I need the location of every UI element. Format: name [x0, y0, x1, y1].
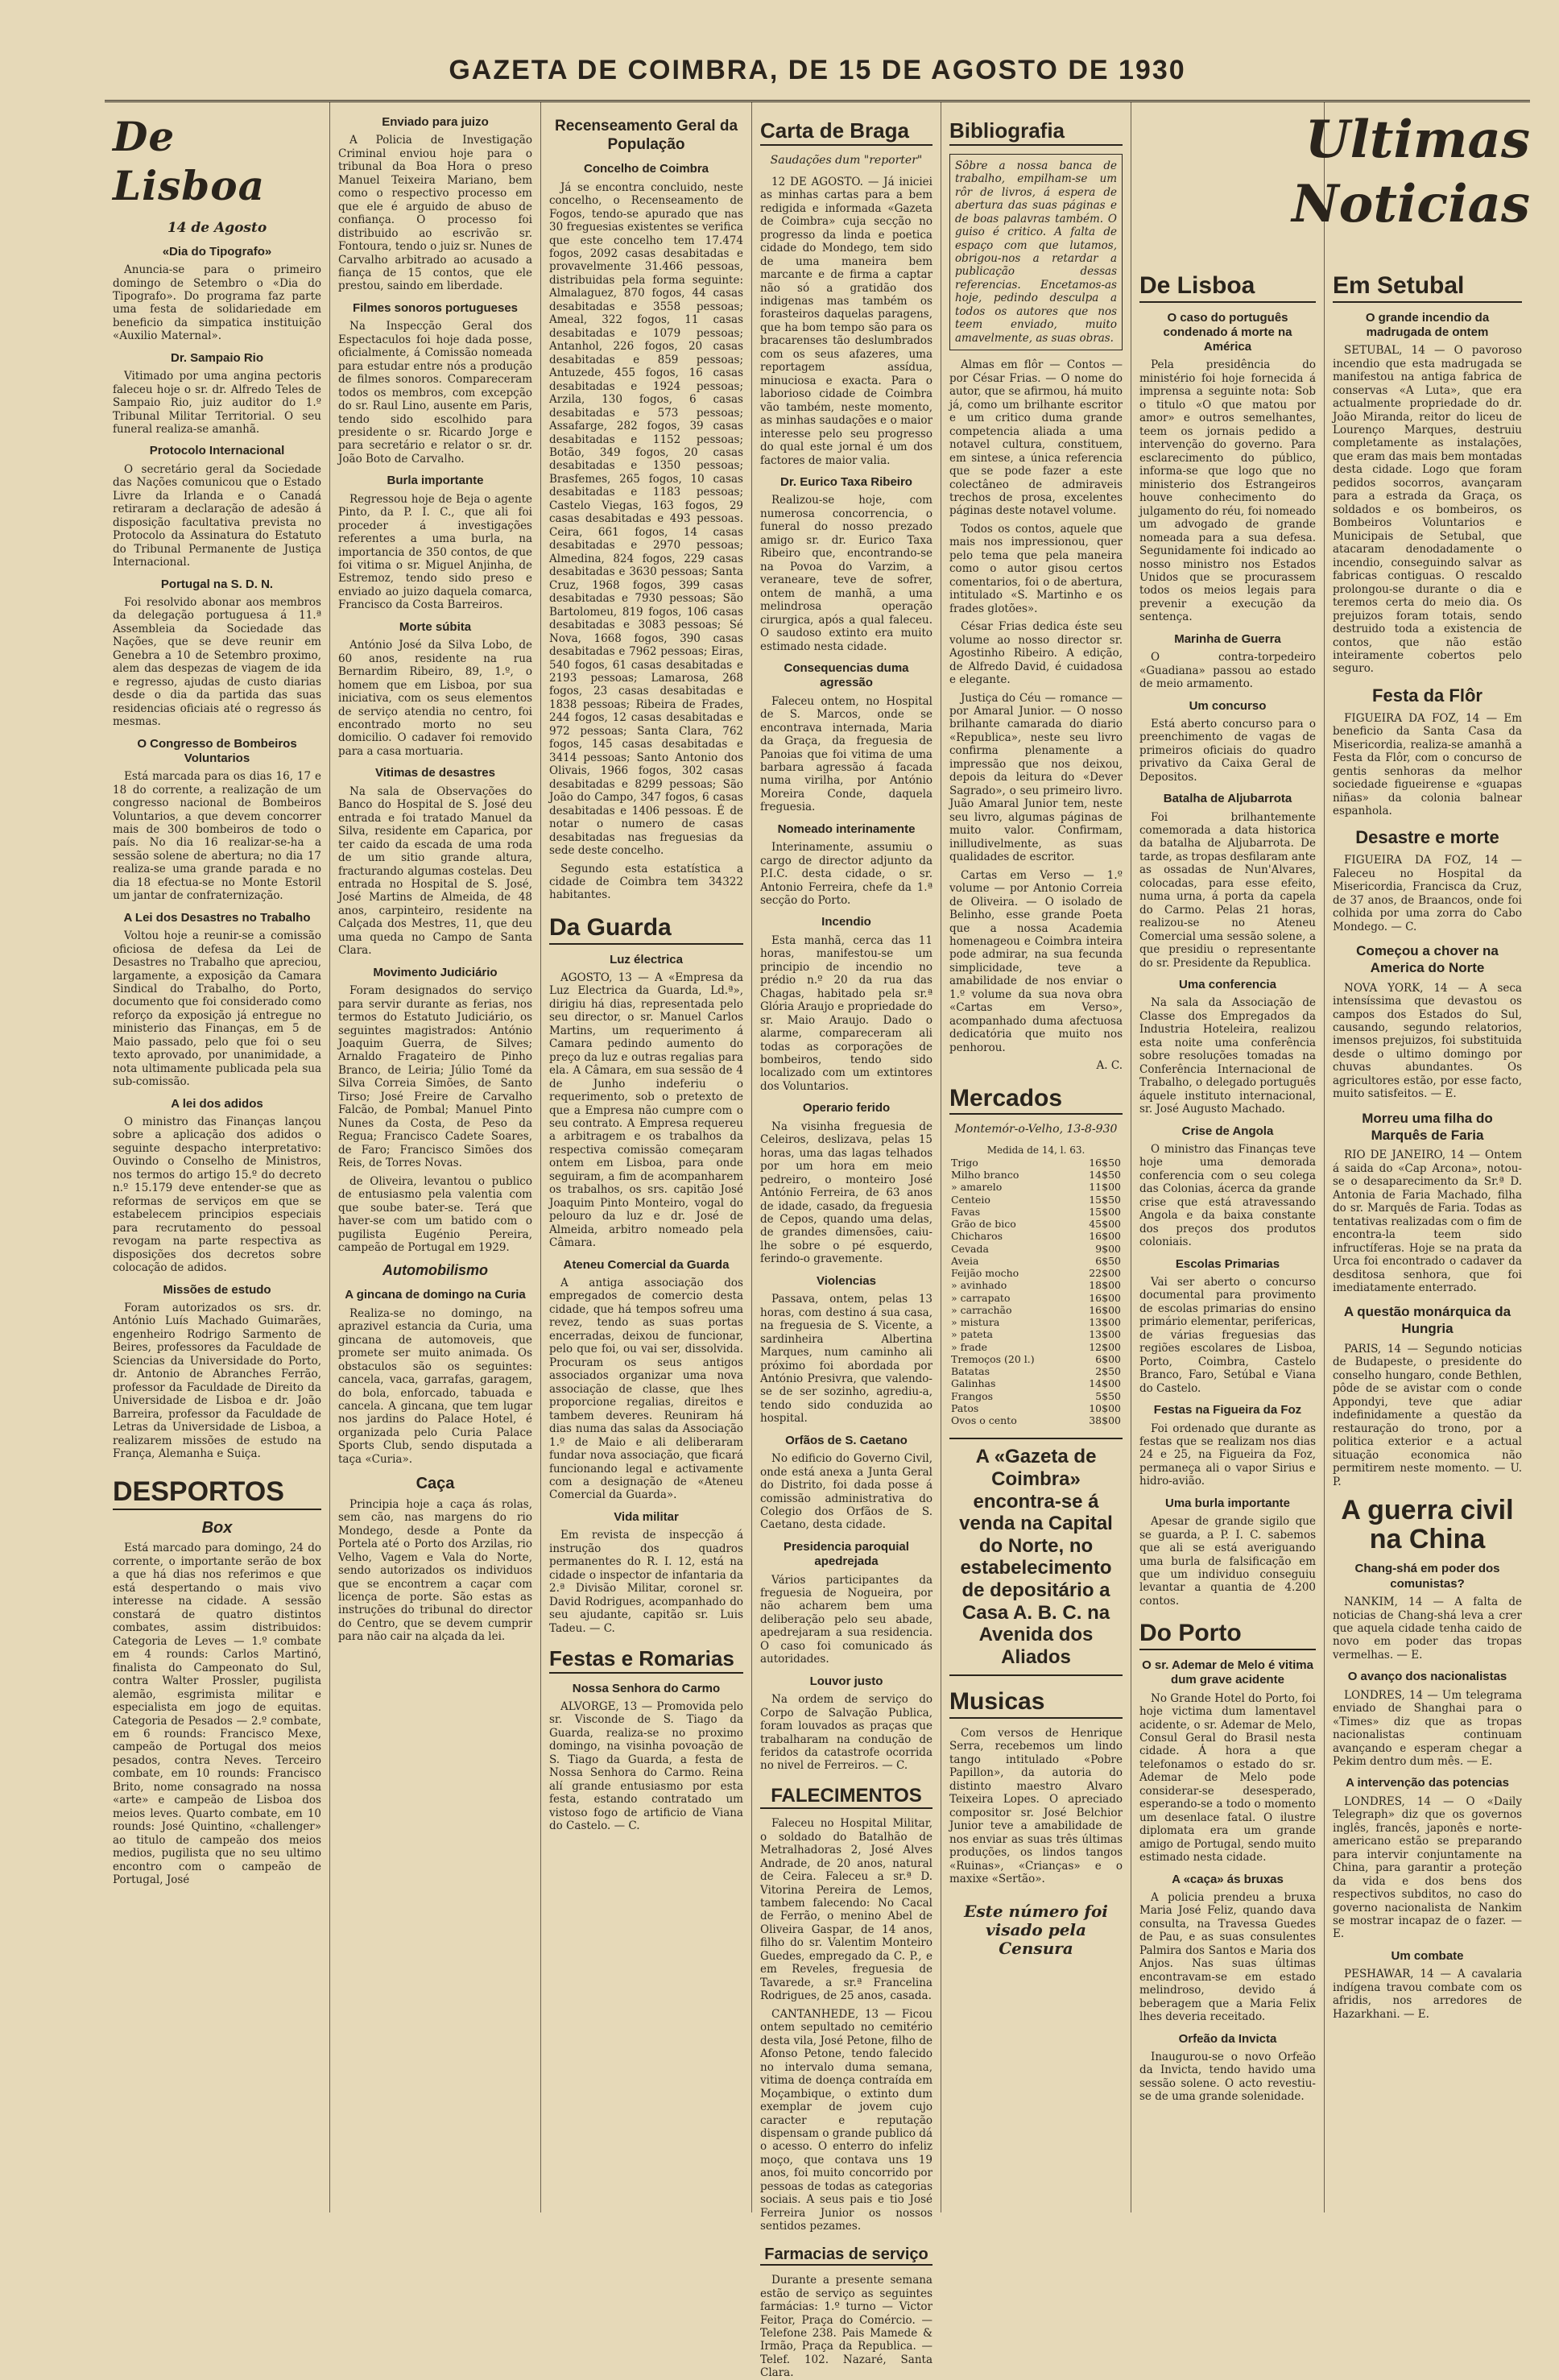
lisboa2-item-text: Está aberto concurso para o preenchimento de vagas de primeiros oficiais do quadro privativo da Caixa Geral de Depositos.	[1139, 717, 1316, 784]
section-title-porto: Do Porto	[1139, 1619, 1316, 1650]
braga-item-text: No edificio do Governo Civil, onde está anexa a Junta Geral do Distrito, foi dada posse á comissão administrativa do Colegio dos Orfãos de S. Caetano, desta cidade.	[760, 1452, 933, 1532]
braga-item-text: Na ordem de serviço do Corpo de Salvação Publica, foram louvados as praças que trabalharam na condução de feridos da catastrofe ocorrida no nivel de Ferreiros. — C.	[760, 1693, 933, 1773]
braga-item-heading: Louvor justo	[809, 1674, 883, 1688]
lisboa-item-text: O secretário geral da Sociedade das Nações comunicou que o Estado Livre da Irlanda e o Canadá retiraram a declaração de adesão á disposição facultativa prevista no Protocolo da Assinatura do Estatuto do Tribunal Permanente de Justiça Internacional.	[113, 462, 321, 569]
lisboa2-item-text: Foi ordenado que durante as festas que se realizam nos dias 24 e 25, na Figueira da Foz, permaneça ali o vapor Sirius e hidro-avião.	[1139, 1422, 1316, 1488]
mercados-product: » carrapato	[951, 1291, 1011, 1304]
lisboa-item-text: Foram designados do serviço para servir durante as ferias, nos termos do Estatuto Judiciário, os seguintes magistrados: António Joaquim Guerra, de Silves; Arnaldo Fragateiro de Pinho Branco, de Leiria; Júlio Tomé da Silva Correia Simões, de Santo Tirso; José Freire de Carvalho Falcão, de Pombal; Manuel Pinto Nunes da Costa, de Peso da Regua; Francisco Cadete Soares, de Faro; Francisco Simões dos Reis, de Torres Novas.	[338, 984, 532, 1170]
lisboa2-item-heading: Escolas Primarias	[1175, 1256, 1280, 1271]
mercados-row	[949, 1328, 1123, 1340]
recenseamento-sub: Concelho de Coimbra	[583, 162, 709, 176]
mercados-row	[949, 1206, 1123, 1218]
mercados-price: 14$50	[1089, 1169, 1121, 1182]
china-item-text: LONDRES, 14 — Um telegrama enviado de Shanghai para o «Times» diz que as tropas nacionalistas continuam avançando e esperam chegar a Pekim dentro dum mês. — E.	[1333, 1688, 1522, 1769]
mercados-price: 16$50	[1089, 1156, 1121, 1169]
mercados-row	[949, 1365, 1123, 1377]
guarda-text: AGOSTO, 13 — A «Empresa da Luz Electrica da Guarda, Ld.ª», dirigiu há dias, representada pelo seu director, o sr. Manuel Carlos Martins, um requerimento á Camara pedindo aumento do preço da luz e outras regalias para ela. A Câmara, em sua sessão de 4 de Junho indeferiu o requerimento, sob o pretexto de que a Empresa não cumpre com o seu contrato. A Empresa requereu a arbitragem e os trabalhos da respectiva comissão começaram ontem em Lisboa, para onde seguiram, a fim de acompanharem os trabalhos, os srs. capitão José Joaquim Pinto Monteiro, vogal do pelouro da luz e dr. José de Almeida, arbitro nomeado pela Câmara.	[549, 971, 743, 1250]
recenseamento-text: Já se encontra concluido, neste concelho, o Recenseamento de Fogos, tendo-se apurado que nas 30 freguesias existentes se verifica que este concelho tem 17.474 fogos, 2092 casas desabitadas e provavelmente 31.466 pessoas, distribuidas pela forma seguinte: Almalaguez, 870 fogos, 44 casas desabitadas e 3558 pessoas; Ameal, 322 fogos, 11 casas desabitadas e 1079 pessoas; Antanhol, 226 fogos, 20 casas desabitadas e 859 pessoas; Antuzede, 455 fogos, 16 casas desabitadas e 1924 pessoas; Arzila, 130 fogos, 6 casas desabitadas e 573 pessoas; Assafarge, 282 fogos, 39 casas desabitadas e 1152 pessoas; Botão, 349 fogos, 20 casas desabitadas e 1350 pessoas; Brasfemes, 265 fogos, 10 casas desabitadas e 1183 pessoas; Castelo Viegas, 163 fogos, 29 casas desabitadas e 493 pessoas. Ceira, 661 fogos, 14 casas desabitadas e 2970 pessoas; Almedina, 824 fogos, 229 casas desabitadas e 3630 pessoas; Santa Cruz, 1968 fogos, 399 casas desabitadas e 7930 pessoas; São Bartolomeu, 819 fogos, 106 casas desabitadas e 3083 pessoas; Sé Nova, 1668 fogos, 390 casas desabitadas e 7962 pessoas; Eiras, 540 fogos, 61 casas desabitadas e 2193 pessoas; Lamarosa, 268 fogos, 23 casas desabitadas e 1838 pessoas; Ribeira de Frades, 244 fogos, 12 casas desabitadas e 972 pessoas; Santa Clara, 762 fogos, 145 casas desabitadas e 3414 pessoas; Santo Antonio dos Olivais, 1966 fogos, 302 casas desabitadas e 8299 pessoas; São João do Campo, 347 fogos, 6 casas desabitadas e 1406 pessoas. É de notar o numero de casas desabitadas nas freguesias da sede deste concelho.	[549, 180, 743, 858]
festas-sub: Nossa Senhora do Carmo	[572, 1681, 721, 1695]
gazeta-ad: A «Gazeta de Coimbra» encontra-se á venda na Capital do Norte, no estabelecimento de depositário a Casa A. B. C. na Avenida dos Aliados	[949, 1438, 1123, 1676]
column-5	[941, 102, 1131, 2212]
lisboa2-item-heading: O caso do português condenado á morte na América	[1163, 310, 1292, 354]
lisboa2-item-heading: Festas na Figueira da Foz	[1153, 1403, 1302, 1418]
braga-item-text: Esta manhã, cerca das 11 horas, manifestou-se um principio de incendio no prédio n.º 20 da rua das Chagas, habitado pela sr.ª Glória Araujo e propriedade do sr. Maio Araujo. Dado o alarme, compareceram ali todas as corporações de bombeiros, tendo sido localizado com um extintores dos Voluntarios.	[760, 933, 933, 1093]
mercados-product: Milho branco	[951, 1169, 1019, 1182]
flor-title: Festa da Flôr	[1372, 685, 1482, 706]
desastre-title: Desastre e morte	[1355, 827, 1499, 848]
lisboa2-item-text: Apesar de grande sigilo que se guarda, a P. I. C. sabemos que ali se está averiguando uma burla de falsificação em que um individuo conseguiu levantar a quantia de 4.200 contos.	[1139, 1515, 1316, 1608]
box-text: Está marcado para domingo, 24 do corrente, o importante serão de box a que há dias nos referimos e que está despertando o mais vivo interesse na cidade. A sessão constará de quatro distintos combates, assim distribuidos: Categoria de Leves — 1.º combate em 4 rounds: Carlos Martinó, finalista do Campeonato do Sul, contra Walter Prossler, pugilista alemão, esgrimista militar e especialista em jogo de equitas. Categoria de Pesados — 2.º combate, em 6 rounds: Francisco Mexe, campeão de Portugal dos meios pesados, contra Neves. Terceiro combate, em 10 rounds: Francisco Brito, nome consagrado na nossa «arte» e campeão de Lisboa dos meios leves. Quarto combate, em 10 rounds: José Quintino, «challenger» ao titulo de campeão dos meios medios, pugilista que no seu ultimo encontro com o campeão de Portugal, José	[113, 1542, 321, 1887]
mercados-price: 2$50	[1095, 1365, 1121, 1378]
mercados-row	[949, 1218, 1123, 1230]
mercados-row	[949, 1292, 1123, 1304]
lisboa-item-heading: «Dia do Tipografo»	[162, 244, 272, 259]
mercados-price: 45$00	[1089, 1218, 1121, 1231]
box-title: Box	[201, 1519, 233, 1538]
guarda-item-text: A antiga associação dos empregados de comercio desta cidade, que há tempos sofreu uma revez, tendo as suas portas encerradas, deixou de funcionar, pelo que foi, ou vai ser, dissolvida. Procuram os seus antigos associados organizar uma nova associação de classe, que lhes proporcione regalias, direitos e tambem deveres. Reuniram há dias numa das salas da Associação 1.º de Maio e ali deliberaram fundar nova associação, que ficará funcionando legal e activamente com a designação de «Ateneu Comercial da Guarda».	[549, 1276, 743, 1502]
braga-item-text: Vários participantes da freguesia de Nogueira, por não acharem bem uma deliberação pelo seu abade, apedrejaram a sua residencia. O caso foi comunicado ás autoridades.	[760, 1573, 933, 1666]
section-title-falecimentos: FALECIMENTOS	[760, 1784, 933, 1809]
mercados-row	[949, 1157, 1123, 1169]
mercados-price: 22$00	[1089, 1267, 1121, 1280]
lisboa-item-heading: O Congresso de Bombeiros Voluntarios	[137, 736, 297, 765]
recenseamento-title: Recenseamento Geral da População	[554, 118, 738, 154]
mercados-product: Centeio	[951, 1193, 990, 1206]
mercados-row	[949, 1279, 1123, 1291]
braga-item-heading: Orfãos de S. Caetano	[785, 1433, 908, 1447]
braga-item-text: Interinamente, assumiu o cargo de director adjunto da P.I.C. desta cidade, o sr. Antonio Ferreira, chefe da 1.ª secção do Porto.	[760, 841, 933, 908]
mercados-note: Medida de 14, l. 63.	[986, 1144, 1086, 1157]
marques-text: RIO DE JANEIRO, 14 — Ontem á saida do «Cap Arcona», notou-se o desaparecimento da Sr.ª D. Antonia de Faria Machado, filha do sr. Marquês de Faria. Todas as tentativas realizadas com o fim de encontra-la teem sido infructíferas. Hoje se na prata da Urca foi encontrado o cadaver da desditosa senhora, que foi imediatamente enterrado.	[1333, 1149, 1522, 1294]
mercados-price: 38$00	[1089, 1414, 1121, 1427]
mercados-price: 6$50	[1095, 1254, 1121, 1267]
mercados-row	[949, 1316, 1123, 1328]
mercados-product: Chicharos	[951, 1230, 1003, 1243]
mercados-price: 16$00	[1089, 1303, 1121, 1316]
lisboa2-item-text: Vai ser aberto o concurso documental para provimento de escolas primarias do ensino primário elementar, perifericas, de várias freguesias das regiões escolares de Lisboa, Porto, Coimbra, Castelo Branco, Faro, Setúbal e Viana do Castelo.	[1139, 1275, 1316, 1395]
china-text: NANKIM, 14 — A falta de noticias de Chang-shá leva a crer que aquela cidade tenha caido de novo em poder das tropas vermelhas. — E.	[1333, 1596, 1522, 1662]
lisboa-item-heading: Morte súbita	[399, 619, 472, 634]
mercados-product: » pateta	[951, 1328, 993, 1341]
lisboa2-item-heading: Um concurso	[1189, 698, 1267, 713]
mercados-price: 5$50	[1095, 1389, 1121, 1402]
automobilismo-sub: A gincana de domingo na Curia	[345, 1288, 526, 1302]
mercados-price: 10$00	[1089, 1401, 1121, 1414]
mercados-product: Batatas	[951, 1365, 990, 1378]
braga-item-heading: Nomeado interinamente	[777, 822, 916, 836]
lisboa2-item-text: O contra-torpedeiro «Guadiana» passou ao estado de meio armamento.	[1139, 651, 1316, 691]
setubal-text: SETUBAL, 14 — O pavoroso incendio que esta madrugada se manifestou na antiga fabrica de conservas «A Luta», que era actualmente propriedade do dr. João Miranda, reitor do liceu de Lourenço Marques, destruiu completamente as instalações, que eram das mais bem montadas desta cidade. Logo que foram pedidos socorros, avançaram para a estrada da Graça, os soldados e os bombeiros, os Bombeiros Voluntarios e Municipais de Setubal, que atacaram denodadamente o incendio, conseguindo salvar as fabricas contiguas. O rescaldo prolongou-se durante o dia e teremos certa do meio dia. Os prejuizos foram totais, sendo destruido toda a existencia de contos, que não estão inteiramente cobertos pelo seguro.	[1333, 344, 1522, 676]
china-title: A guerra civil na China	[1341, 1495, 1514, 1554]
orfeao-title: Orfeão da Invicta	[1178, 2031, 1277, 2046]
censura-notice: Este número foi visado pela Censura	[964, 1901, 1108, 1958]
mercados-price: 9$00	[1095, 1242, 1121, 1255]
braga-item-heading: Violencias	[817, 1273, 876, 1288]
mercados-row	[949, 1341, 1123, 1353]
lisboa-item-heading: Movimento Judiciário	[373, 965, 498, 979]
mercados-row	[949, 1169, 1123, 1181]
mercados-product: » carrachão	[951, 1303, 1012, 1316]
china-item-heading: O avanço dos nacionalistas	[1347, 1670, 1507, 1684]
braga-item-text: Realizou-se hoje, com numerosa concorrencia, o funeral do nosso prezado amigo sr. dr. Eurico Taxa Ribeiro que, encontrando-se na Povoa do Varzim, a veraneare, teve de sofrer, ontem de manhã, a uma melindrosa operação cirurgica, após a qual faleceu. O saudoso extinto era muito estimado nesta cidade.	[760, 494, 933, 653]
mercados-product: Grão de bico	[951, 1218, 1016, 1231]
section-title-festas: Festas e Romarias	[549, 1646, 743, 1674]
lisboa-item-heading: Portugal na S. D. N.	[160, 577, 274, 591]
mercados-price: 15$50	[1089, 1193, 1121, 1206]
mercados-price: 15$00	[1089, 1205, 1121, 1218]
section-title-setubal: Em Setubal	[1333, 271, 1522, 303]
mercados-row	[949, 1390, 1123, 1402]
mercados-section	[949, 1084, 1123, 1427]
bibliografia-paragraph: Almas em flôr — Contos — por César Frias. — O nome do autor, que se afirmou, há muito já, como um brilhante escritor e um critico duma grande competencia aliada a uma notavel cultura, constituem, em sintese, a única referencia que se pode fazer a este colectâneo de admiraveis trechos de prosa, excelentes páginas deste notavel volume.	[949, 358, 1123, 518]
china-sub: Chang-shá em poder dos comunistas?	[1354, 1562, 1500, 1591]
lisboa-item-heading: Enviado para juizo	[382, 115, 489, 129]
lisboa2-item-text: Na sala da Associação de Classe dos Empregados da Industria Hoteleira, realizou esta noite uma conferência sobre resoluções tomadas na Conferência Internacional de Trabalho, o delegado português áquele instituto internacional, sr. José Augusto Machado.	[1139, 996, 1316, 1116]
mercados-product: Galinhas	[951, 1377, 996, 1390]
caca-title: Caça	[416, 1475, 455, 1493]
lisboa-item-text: Anuncia-se para o primeiro domingo de Setembro o «Dia do Tipografo». Do programa faz parte uma festa de solidariedade em beneficio da simpatica instituição «Auxilio Maternal».	[113, 263, 321, 343]
recenseamento-closing: Segundo esta estatística a cidade de Coimbra tem 34322 habitantes.	[549, 862, 743, 902]
section-title-guarda: Da Guarda	[549, 913, 743, 945]
flor-text: FIGUEIRA DA FOZ, 14 — Em beneficio da Santa Casa da Misericordia, realiza-se amanhã a Festa da Flôr, com o concurso de gentis senhoras da melhor sociedade figueirense e «guapas niñas» da colonia balnear espanhola.	[1333, 711, 1522, 818]
lisboa-item-text: Na sala de Observações do Banco do Hospital de S. José deu entrada e foi tratado Manuel da Silva, residente em Caparica, por ter caido da escada de uma roda de um sitio grande altura, fracturando algumas costelas. Deu entrada no Hospital de S. José, José Martins de Almeida, de 48 anos, carpinteiro, residente na Calçada dos Mestres, 11, que deu uma queda no Campo de Santa Clara.	[338, 784, 532, 958]
mercados-product: Frangos	[951, 1389, 994, 1402]
braga-item-heading: Operario ferido	[802, 1101, 891, 1115]
mercados-row	[949, 1243, 1123, 1255]
mercados-row	[949, 1414, 1123, 1426]
section-title-musicas: Musicas	[949, 1687, 1123, 1719]
farmacias-text: Durante a presente semana estão de serviço as seguintes farmácias: 1.º turno — Victor Feitor, Praça do Comércio. — Telefone 238. Pais Mamede & Irmão, Praça da Republica. — Telef. 102. Nazaré, Santa Clara.	[760, 2274, 933, 2380]
section-title-braga: Carta de Braga	[760, 118, 933, 146]
lisboa-item-heading: Protocolo Internacional	[149, 444, 285, 458]
marques-title: Morreu uma filha do Marquês de Faria	[1362, 1110, 1493, 1143]
braga-item-heading: Presidencia paroquial apedrejada	[784, 1539, 909, 1569]
hungria-title: A questão monárquica da Hungria	[1343, 1304, 1511, 1337]
caca-bruxas-text: A policia prendeu a bruxa Maria José Feliz, quando dava consulta, na Travessa Guedes de Pau, e as suas consulentes Palmira dos Santos e Maria dos Anjos. Nas suas últimas encontravam-se em estado melindroso, devido á beberagem que a Maria Felix lhes deveria receitado.	[1139, 1891, 1316, 2024]
mercados-row	[949, 1402, 1123, 1414]
guarda-item-heading: Vida militar	[614, 1509, 679, 1524]
column-7	[1325, 102, 1530, 2212]
braga-item-text: Faleceu ontem, no Hospital de S. Marcos, onde se encontrava internada, Maria da Graça, da freguesia de Panoias que foi vitima de uma barbara agressão á facada numa virilha, por António Moreira Conde, daquela freguesia.	[760, 694, 933, 814]
bibliografia-paragraph: Todos os contos, aquele que mais nos impressionou, quer pelo tema que pela maneira como o autor gisou certos comentarios, foi o de abertura, intitulado «S. Martinho e os frades glotões».	[949, 522, 1123, 615]
lisboa2-item-heading: Uma burla importante	[1164, 1496, 1291, 1510]
column-6	[1131, 102, 1325, 2212]
mercados-price: 11$00	[1089, 1181, 1121, 1194]
lisboa2-item-text: O ministro das Finanças teve hoje uma demorada conferencia com o seu colega das Colonias, ácerca da grande crise que está atravessando Angola e da baixa constante dos preços dos produtos coloniais.	[1139, 1142, 1316, 1249]
ultimas-noticias-heading: Ultimas Noticias	[1292, 110, 1530, 234]
china-item-heading: Um combate	[1391, 1948, 1464, 1963]
lisboa-item-text: Na Inspecção Geral dos Espectaculos foi hoje dada posse, oficialmente, á Comissão nomeada para estudar entre nós a produção de filmes sonoros. Compareceram todos os membros, com excepção do sr. Raul Lino, ausente em Paris, tendo sido escolhido para presidente o sr. Ricardo Jorge e para secretário e relator o sr. dr. João Boto de Carvalho.	[338, 320, 532, 466]
section-title-farmacias: Farmacias de serviço	[760, 2245, 933, 2266]
china-item-text: LONDRES, 14 — O «Daily Telegraph» diz que os governos inglês, francês, japonês e norte-americano estão se preparando para intervir conjuntamente na China, para garantir a proteção da vida e dos bens dos respectivos subditos, no caso do governo nacionalista de Nankim se mostrar incapaz de o fazer. — E.	[1333, 1794, 1522, 1941]
braga-item-heading: Dr. Eurico Taxa Ribeiro	[780, 475, 912, 490]
lisboa-item-text: Regressou hoje de Beja o agente Pinto, da P. I. C., que ali foi proceder á investigações referentes a uma burla, na importancia de 350 contos, de que foi vitima o sr. Miguel Anjinha, de Estremoz, tendo sido preso e enviado ao juizo daquela comarca, Francisco da Costa Barreiros.	[338, 492, 532, 612]
lisboa-item-text: António José da Silva Lobo, de 60 anos, residente na rua Bernardim Ribeiro, 89, 1.º, o homem que em Lisboa, por sua iniciativa, com os seus elementos de serviço atendia no centro, foi encontrado morto no seu domicilio. O cadaver foi removido para a casa mortuaria.	[338, 639, 532, 758]
chover-title: Começou a chover na America do Norte	[1356, 943, 1499, 975]
column-3	[541, 102, 752, 2212]
lisboa2-item-heading: Batalha de Aljubarrota	[1163, 792, 1292, 806]
mercados-row	[949, 1353, 1123, 1365]
automobilismo-text: Realiza-se no domingo, na aprazivel estancia da Curia, uma gincana de automoveis, que promete ser muito animada. Os obstaculos são os seguintes: cancela, vaca, garrafas, garagem, do bola, enforcado, tabuada e cancela. A gincana, que tem lugar nos jardins do Palace Hotel, é organizada pelo Curia Palace Sports Club, sendo disputada a taça «Curia».	[338, 1306, 532, 1466]
hungria-text: PARIS, 14 — Segundo noticias de Budapeste, o presidente do conselho hungaro, conde Bethlen, pôde de se avistar com o conde Appondyi, teve que adiar indefinidamente a questão da restauração do trono, por a politica exterior e a actual situação economica não permitirem neste momento. — U. P.	[1333, 1342, 1522, 1488]
lisboa-item-heading: Vitimas de desastres	[375, 766, 495, 780]
mercados-sub: Montemór-o-Velho, 13-8-930	[954, 1123, 1118, 1136]
porto-sub: O sr. Ademar de Melo é vitima dum grave acidente	[1142, 1658, 1313, 1687]
cantanhede-text: CANTANHEDE, 13 — Ficou ontem sepultado no cemitério desta vila, José Petone, filho de Afonso Petone, tendo falecido no intervalo duma semana, vitima de doença contraída em Moçambique, o extinto dum exemplar de jovem cujo caracter e reputação dispensam o grande publico dá o acesso. O enterro do infeliz moço, que contava uns 19 anos, foi muito concorrido por pessoas de todas as categorias sociais. A seus pais e tio José Ferreira Junior os nossos sentidos pezames.	[760, 2007, 933, 2233]
lisboa-item-text: A Policia de Investigação Criminal enviou hoje para o tribunal da Boa Hora o preso Manuel Teixeira Mariano, bem como o respectivo processo em que ele é arguido de abuso de confiança. O processo foi distribuido ao escrivão sr. Fontoura, tendo o juiz sr. Nunes de Carvalho arbitrado ao acusado a fiança de 15 contos, que ele prestou, saindo em liberdade.	[338, 134, 532, 293]
musicas-text: Com versos de Henrique Serra, recebemos um lindo tango intitulado «Pobre Papillon», da autoria do distinto maestro Alvaro Teixeira Lopes. O apreciado compositor sr. José Belchior Junior teve a amabilidade de nos enviar as suas três últimas produções, os lindos tangos «Ruinas», «Crianças» e o maxixe «Sertão».	[949, 1726, 1123, 1886]
orfeao-text: Inaugurou-se o novo Orfeão da Invicta, tendo havido uma sessão solene. O acto revestiu-se de uma grande solenidade.	[1139, 2050, 1316, 2104]
braga-text: 12 DE AGOSTO. — Já iniciei as minhas cartas para a bem redigida e informada «Gazeta de Coimbra» cuja secção no progresso da linda e poetica cidade do Mondego, tem sido de uma maneira bem marcante e de firma a captar não só a gratidão dos indigenas mas também os forasteiros daquelas paragens, que ha bom tempo são para os bracarenses tão deslumbrados com os seus afazeres, uma reportagem assídua, minuciosa e exacta. Para o laborioso cidade de Coimbra vão também, neste momento, as minhas saudações e o maior interesse pelo seu progresso do qual este jornal é um dos factores de maior valia.	[760, 175, 933, 467]
guarda-item-text: Em revista de inspecção á instrução dos quadros permanentes do R. I. 12, está na cidade o inspector de infantaria da 2.ª Divisão Militar, coronel sr. David Rodrigues, acompanhado do seu ajudante, capitão sr. Luis Tadeu. — C.	[549, 1529, 743, 1635]
mercados-product: Aveia	[951, 1254, 979, 1267]
mercados-row	[949, 1255, 1123, 1267]
porto-text: No Grande Hotel do Porto, foi hoje victima dum lamentavel acidente, o sr. Ademar de Melo, Consul Geral do Brasil nesta cidade. Á hora a que telefonamos o estado do sr. Ademar de Melo pode considerar-se desesperado, esperando-se a todo o momento um desenlace fatal. O ilustre diplomata era um grande amigo de Portugal, sendo muito estimado nesta cidade.	[1139, 1691, 1316, 1865]
mercados-product: Cevada	[951, 1242, 989, 1255]
lisboa-item-text: Foram autorizados os srs. dr. António Luís Machado Guimarães, engenheiro Rodrigo Sarmento de Beires, professores da Faculdade de Sciencias da Universidade do Porto, dr. Antonio de Abranches Ferrão, professor da Faculdade de Direito da Universidade de Lisboa e dr. João Barreira, professor da Faculdade de Letras da Universidade de Lisboa, a realizarem missões de estudo na França, Alemanha e Suiça.	[113, 1301, 321, 1461]
chover-text: NOVA YORK, 14 — A seca intensíssima que devastou os campos dos Estados do Sul, causando, segundo relatorios, imensos prejuizos, foi substituida desde o ultimo domingo por chuvas abundantes. Os agricultores estão, por esse facto, muito satisfeitos. — E.	[1333, 981, 1522, 1101]
lisboa-item-text: Voltou hoje a reunir-se a comissão oficiosa de defesa da Lei de Desastres no Trabalho que apreciou, largamente, a exposição da Camara Sindical do Trabalho, do Porto, documento que foi considerado como reforço da exposição já entregue no ministerio das Finanças, em 5 de Maio passado, pelo que foi o seu texto aprovado, por unanimidade, a nota ultimamente publicada pela sua sub-comissão.	[113, 929, 321, 1089]
lisboa-item-text: Vitimado por uma angina pectoris faleceu hoje o sr. dr. Alfredo Teles de Sampaio Rio, juiz auditor do 1.º Tribunal Militar Territorial. O seu funeral realiza-se amanhã.	[113, 370, 321, 437]
lisboa-item-text: O ministro das Finanças lançou sobre a aplicação dos adidos o seguinte despacho interpretativo: Ouvindo o Conselho de Ministros, nos termos do artigo 15.º do decreto n.º 15.179 deve entender-se que as reformas de serviços em que se estabelecem principios especiais para recrutamento do pessoal revogam na parte respectiva as disposições dos decretos sobre colocação de adidos.	[113, 1115, 321, 1275]
column-1	[105, 102, 330, 2212]
newspaper-page	[105, 55, 1530, 2380]
guarda-item-heading: Ateneu Comercial da Guarda	[563, 1257, 730, 1272]
mercados-row	[949, 1194, 1123, 1206]
braga-sub: Saudações dum "reporter"	[770, 153, 923, 167]
section-title-desportos: DESPORTOS	[113, 1476, 321, 1510]
automobilismo-title: Automobilismo	[383, 1262, 488, 1279]
setubal-sub: O grande incendio da madrugada de ontem	[1365, 310, 1490, 339]
caca-bruxas-title: A «caça» ás bruxas	[1172, 1872, 1284, 1886]
mercados-product: Tremoços (20 l.)	[951, 1352, 1035, 1365]
mercados-table	[949, 1157, 1123, 1427]
festas-text: ALVORGE, 13 — Promovida pelo sr. Visconde de S. Tiago da Guarda, realiza-se no proximo domingo, na visinha povoação de S. Tiago da Guarda, a festa de Nossa Senhora do Carmo. Reina alí grande entusiasmo por esta festa, estando contratado um vistoso fogo de artificio de Viana do Castelo. — C.	[549, 1700, 743, 1833]
section-title-de-lisboa: De Lisboa	[113, 113, 266, 209]
lisboa-item-heading: Dr. Sampaio Rio	[170, 350, 264, 365]
mercados-price: 16$00	[1089, 1230, 1121, 1243]
lisboa2-item-heading: Uma conferencia	[1179, 978, 1276, 992]
mercados-price: 6$00	[1095, 1352, 1121, 1365]
braga-item-heading: Consequencias duma agressão	[784, 661, 909, 690]
mercados-product: » avinhado	[951, 1279, 1007, 1292]
desastre-text: FIGUEIRA DA FOZ, 14 — Faleceu no Hospital da Misericordia, Francisca da Cruz, de 37 anos, de Braancos, onde foi colhida por uma zorra do Cabo Mondego. — C.	[1333, 854, 1522, 933]
section-title-bibliografia: Bibliografia	[949, 118, 1123, 146]
lisboa-item-text: Está marcada para os dias 16, 17 e 18 do corrente, a realização de um congresso nacional de Bombeiros Voluntarios, a que devem concorrer mais de 300 bombeiros de todo o país. No dia 16 realizar-se-ha a sessão solene de abertura; no dia 17 realiza-se uma grande parada e no dia 18 efectua-se no Monte Estoril um jantar de confraternização.	[113, 770, 321, 903]
guarda-sub: Luz électrica	[610, 952, 683, 966]
mercados-price: 18$00	[1089, 1279, 1121, 1292]
lisboa-item-heading: Burla importante	[387, 474, 484, 488]
mercados-price: 16$00	[1089, 1291, 1121, 1304]
braga-item-text: Passava, ontem, pelas 13 horas, com destino á sua casa, na freguesia de S. Vicente, a sardinheira Albertina Marques, num caminho ali próximo foi abordada por António Presivra, que valendo-se de ser sozinho, agrediu-a, tendo sido conduzida ao hospital.	[760, 1293, 933, 1426]
mercados-price: 12$00	[1089, 1340, 1121, 1353]
bibliografia-signature: A. C.	[1096, 1059, 1123, 1073]
lisboa2-item-text: Pela presidência do ministério foi hoje fornecida á imprensa a seguinte nota: Sob o titulo «O que matou por amor» e outros semelhantes, teem os jornais pedido a intervenção do governo. Para esclarecimento do público, informa-se que logo que no ministerio dos Estrangeiros houve conhecimento do julgamento do réu, foi nomeado um advogado de grande nomeada para a sua defesa. Segunidamente foi indicado ao nosso ministro nos Estados Unidos que se procurassem todos os meios legais para prevenir a execução da sentença.	[1139, 358, 1316, 624]
mercados-price: 13$00	[1089, 1328, 1121, 1341]
lisboa2-item-heading: Marinha de Guerra	[1174, 631, 1281, 646]
mercados-price: 14$00	[1089, 1377, 1121, 1390]
china-item-text: PESHAWAR, 14 — A cavalaria indígena travou combate com os afridis, nos arredores de Hazarkhani. — E.	[1333, 1968, 1522, 2021]
lisboa2-item-text: Foi brilhantemente comemorada a data historica da batalha de Aljubarrota. De tarde, as tropas desfilaram ante as ossadas de Nun'Alvares, colocadas, para esse efeito, numa urna, á porta da capela do Carmo. Pelas 21 horas, realizou-se no Ateneu Comercial uma sessão solene, a que presidiu o representante do sr. Presidente da Republica.	[1139, 810, 1317, 970]
dateline: 14 de Agosto	[167, 220, 267, 236]
mercados-row	[949, 1304, 1123, 1316]
lisboa2-item-heading: Crise de Angola	[1181, 1124, 1274, 1138]
mercados-product: » amarelo	[951, 1181, 1003, 1194]
mercados-product: Feijão mocho	[951, 1267, 1019, 1280]
lisboa-item-heading: Missões de estudo	[163, 1282, 271, 1297]
bibliografia-box: Sôbre a nossa banca de trabalho, empilham-se um rôr de livros, á espera de abertura das suas páginas e de boas palavras também. O guiso é critico. A falta de espaço com que lutamos, obrigou-nos a retardar a publicação dessas referencias. Encetamos-as hoje, pedindo desculpa a todos os autores que nos teem enviado, muito amavelmente, as suas obras.	[949, 154, 1123, 351]
mercados-price: 13$00	[1089, 1316, 1121, 1329]
china-item-heading: A intervenção das potencias	[1346, 1776, 1509, 1790]
mercados-row	[949, 1267, 1123, 1279]
bibliografia-paragraph: Cartas em Verso — 1.º volume — por Antonio Correia de Oliveira. — O isolado de Belinho, esse grande Poeta que a nossa Academia homenageou e Coimbra inteira pode admirar, na sua fecunda simplicidade, teve a amabilidade de nos enviar o 1.º volume da sua nova obra «Cartas em Verso», acompanhado duma afectuosa dedicatória que muito nos penhorou.	[949, 868, 1123, 1054]
mercados-product: » frade	[951, 1340, 988, 1353]
bibliografia-paragraph: Justiça do Céu — romance — por Amaral Junior. — O nosso brilhante camarada do diario «Republica», neste seu livro confirma plenamente a impressão que nos deixou, depois da leitura do «Dever Sagrado», o seu primeiro livro. Juão Amaral Junior tem, neste seu livro, algumas páginas de muito valor. Confirmam, inilludivelmente, as suas qualidades de escritor.	[949, 691, 1123, 864]
braga-item-text: Na visinha freguesia de Celeiros, deslizava, pelas 15 horas, uma das lagas telhados por um hora em meio pedreiro, o monteiro José António Ferreira, de 63 anos de idade, casado, da freguesia de Cepos, quando uma delas, de grandes dimensões, caiu-lhe sobre o pé esquerdo, ferindo-o gravemente.	[760, 1120, 933, 1266]
falecimentos-text: Faleceu no Hospital Militar, o soldado do Batalhão de Metralhadoras 2, José Alves Andrade, de 20 anos, natural de Ceira. Faleceu a sr.ª D. Vitorina Pereira de Lemos, tambem falecendo: No Cacal de Ferrão, o menino Abel de Oliveira Gaspar, de 14 anos, filho do sr. Valentim Monteiro Guedes, empregado da C. P., e em Reveles, freguesia de Tavarede, a sr.ª Francelina Rodrigues, de 25 anos, casada.	[760, 1817, 933, 2003]
column-4	[752, 102, 941, 2380]
mercados-row	[949, 1181, 1123, 1193]
column-2	[330, 102, 541, 2212]
mercados-product: Ovos o cento	[951, 1414, 1017, 1427]
mercados-product: Favas	[951, 1205, 981, 1218]
mercados-row	[949, 1377, 1123, 1389]
caca-text: Principia hoje a caça ás rolas, sem cão, nas margens do rio Mondego, desde a Ponte da Portela até o Porto dos Arzilas, rio Velho, Vagem e Vala do Norte, sendo autorizados os individuos que se encontrem a caçar com licença de porte. São estas as instruções do tribunal do director do Centro, que se devem cumprir para não cair na alçada da lei.	[338, 1497, 532, 1644]
mercados-row	[949, 1230, 1123, 1242]
lisboa-item-text: Foi resolvido abonar aos membros da delegação portuguesa á 11.ª Assembleia da Sociedade das Nações, que se deve reunir em Genebra a 10 de Setembro proximo, alem das despezas de viagem de ida e regresso, ajudas de custo diarias desde o dia da partida das suas residencias oficiais até o regresso ás mesmas.	[113, 595, 321, 729]
mercados-product: Patos	[951, 1401, 979, 1414]
mercados-product: Trigo	[951, 1156, 978, 1169]
braga-item-heading: Incendio	[821, 915, 871, 929]
bibliografia-paragraph: César Frias dedica éste seu volume ao nosso director sr. Agostinho Ribeiro. A edição, de Alfredo David, é cuidadosa e elegante.	[949, 620, 1123, 687]
lisboa-item-heading: A Lei dos Desastres no Trabalho	[123, 910, 311, 925]
section-title-mercados: Mercados	[949, 1084, 1123, 1115]
masthead: GAZETA DE COIMBRA, DE 15 DE AGOSTO DE 1930	[105, 55, 1530, 102]
section-title-de-lisboa-2: De Lisboa	[1139, 271, 1316, 303]
lisboa-item-heading: A lei dos adidos	[171, 1096, 263, 1111]
mercados-product: » mistura	[951, 1316, 1000, 1329]
lisboa-item-heading: Filmes sonoros portugueses	[352, 300, 519, 315]
box-text-continued: de Oliveira, levantou o publico de entusiasmo pela valentia com que soube bater-se. Terá que haver-se com um batido com o pugilista Eugénio Pereira, campeão de Portugal em 1929.	[338, 1174, 532, 1254]
